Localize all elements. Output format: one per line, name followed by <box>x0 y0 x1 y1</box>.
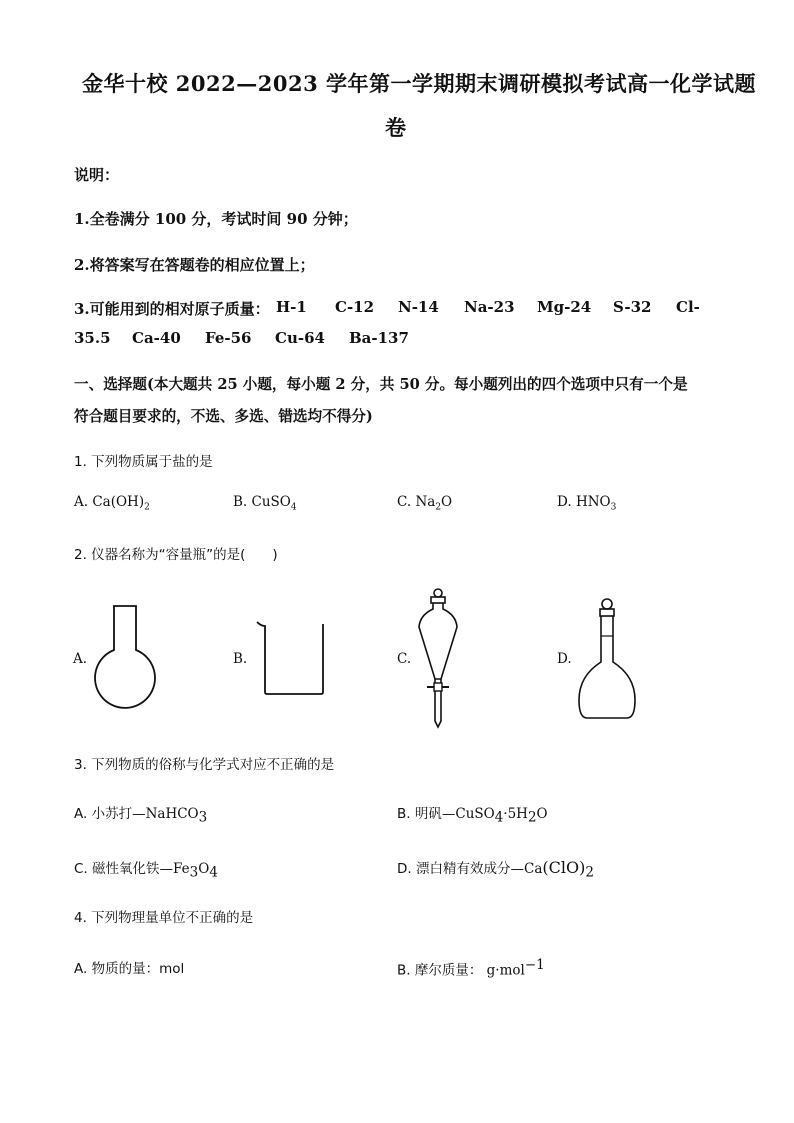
mass-item: N-14 <box>398 298 439 316</box>
volumetric-flask-icon <box>575 596 639 722</box>
note-2: 2.将答案写在答题卷的相应位置上； <box>74 256 315 274</box>
q2-option-c-label[interactable]: C. <box>397 651 412 667</box>
question-4-stem: 4. 下列物理量单位不正确的是 <box>74 910 254 926</box>
q2-option-b-label[interactable]: B. <box>233 651 248 667</box>
q1-option-d[interactable]: D. $HNO_3$ <box>557 494 617 513</box>
q4-option-a[interactable]: A. 物质的量：mol <box>74 961 185 977</box>
mass-item: Cu-64 <box>275 329 325 347</box>
q1-option-c[interactable]: C. $Na_2O$ <box>397 494 453 513</box>
q1-option-a[interactable]: A. $Ca(OH)_2$ <box>74 494 150 513</box>
round-bottom-flask-icon <box>90 602 160 714</box>
page-title-line1: 金华十校 2022—2023 学年第一学期期末调研模拟考试高一化学试题 <box>82 71 757 96</box>
separatory-funnel-icon <box>414 585 462 730</box>
section1-heading-line2: 符合题目要求的，不选、多选、错选均不得分) <box>74 408 373 425</box>
q1-option-b[interactable]: B. CuSO$_4$ <box>233 494 297 513</box>
note-1: 1.全卷满分 100 分，考试时间 90 分钟； <box>74 210 358 228</box>
question-3-stem: 3. 下列物质的俗称与化学式对应不正确的是 <box>74 757 335 773</box>
q2-option-d-label[interactable]: D. <box>557 651 572 667</box>
mass-item: Mg-24 <box>537 298 592 316</box>
mass-item: C-12 <box>335 298 375 316</box>
mass-item: Ca-40 <box>132 329 181 347</box>
note-3-lead: 3.可能用到的相对原子质量： <box>74 300 270 318</box>
mass-item: Na-23 <box>464 298 515 316</box>
q4-option-b[interactable]: B. 摩尔质量： g·mol$^{-1}$ <box>397 957 545 979</box>
section1-heading-line1: 一、选择题(本大题共 25 小题，每小题 2 分，共 50 分。每小题列出的四个选项中只有一个是 <box>74 376 688 393</box>
mass-item: Fe-56 <box>205 329 252 347</box>
beaker-icon <box>255 618 327 698</box>
mass-item: Cl- <box>676 298 700 316</box>
q3-option-b[interactable]: B. 明矾$—CuSO_4\cdot 5H_2O$ <box>397 806 548 826</box>
mass-item: 35.5 <box>74 329 111 347</box>
mass-item: Ba-137 <box>349 329 409 347</box>
mass-item: S-32 <box>613 298 652 316</box>
q3-option-a[interactable]: A. 小苏打—NaHCO$_3$ <box>74 806 208 826</box>
q3-option-d[interactable]: D. 漂白精有效成分$—Ca(ClO)_2$ <box>397 858 594 881</box>
mass-item: H-1 <box>276 298 307 316</box>
notes-heading: 说明： <box>74 166 120 184</box>
page-title-line2: 卷 <box>385 115 407 140</box>
question-2-stem: 2. 仪器名称为“容量瓶”的是( ) <box>74 547 278 563</box>
q3-option-c[interactable]: C. 磁性氧化铁$—Fe_3O_4$ <box>74 861 218 881</box>
question-1-stem: 1. 下列物质属于盐的是 <box>74 454 213 470</box>
q2-option-a-label[interactable]: A. <box>73 651 88 667</box>
